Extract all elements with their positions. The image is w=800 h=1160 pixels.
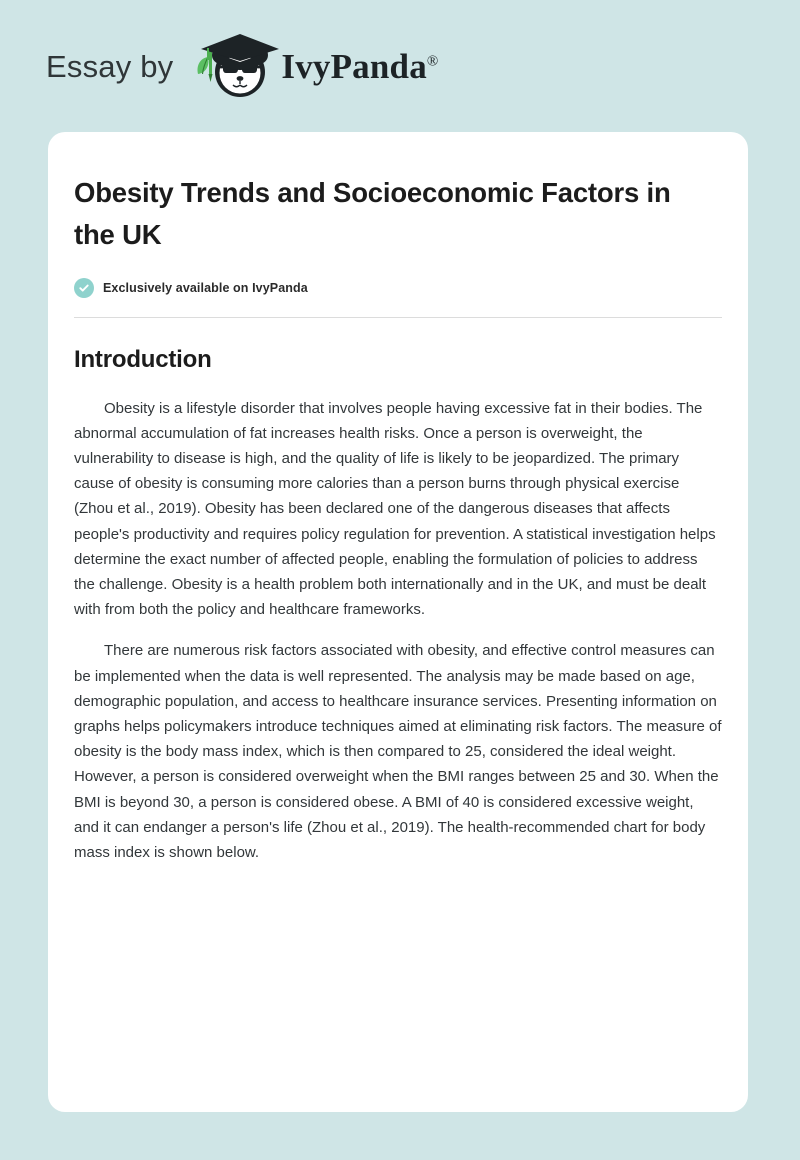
ivypanda-wordmark — [281, 46, 439, 86]
ivypanda-logo[interactable] — [187, 30, 438, 102]
registered-trademark-icon: ® — [426, 52, 439, 69]
wordmark-text: IvyPanda — [281, 46, 427, 86]
essay-by-label: Essay by — [46, 48, 174, 84]
document-card — [48, 132, 748, 1112]
paragraph: There are numerous risk factors associated with obesity, and effective control measures can be implemented when the data is well represented. The analysis may be made based on age, demographic population, and access to healthcare insurance services. Presenting information on graphs helps policymakers introduce techniques aimed at eliminating risk factors. The measure of obesity is the body mass index, which is then compared to 25, considered the ideal weight. However, a person is considered overweight when the BMI ranges between 25 and 30. When the BMI is beyond 30, a person is considered obese. A BMI of 40 is considered excessive weight, and it can endanger a person's life (Zhou et al., 2019). The health-recommended chart for body mass index is shown below. — [74, 642, 722, 862]
brand-header — [0, 0, 800, 132]
status-badge — [74, 278, 722, 298]
status-badge-label: Exclusively available on IvyPanda — [103, 280, 308, 295]
check-circle-icon — [74, 278, 94, 298]
page-title: Obesity Trends and Socioeconomic Factors in the UK — [74, 177, 671, 250]
paragraph: Obesity is a lifestyle disorder that involves people having excessive fat in their bodies. The abnormal accumulation of fat increases health risks. Once a person is overweight, the vulnerability to disease is high, and the quality of life is likely to be jeopardized. The primary cause of obesity is consuming more calories than a person burns through physical exercise (Zhou et al., 2019). Obesity has been declared one of the dangerous diseases that affects people's productivity and requires policy regulation for prevention. A statistical investigation helps determine the exact number of affected people, enabling the formulation of policies to address the challenge. Obesity is a health problem both internationally and in the UK, and must be dealt with from both the policy and healthcare frameworks. — [74, 399, 716, 619]
section-heading-introduction: Introduction — [74, 345, 212, 373]
panda-graduate-icon — [187, 30, 285, 102]
title-divider — [74, 317, 722, 318]
